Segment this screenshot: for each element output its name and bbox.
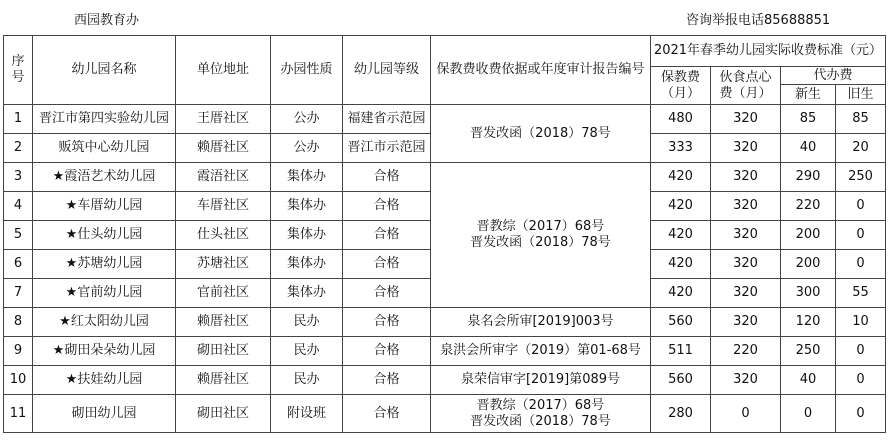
cell-meal: 320 bbox=[711, 221, 781, 250]
cell-no: 5 bbox=[4, 221, 33, 250]
cell-meal: 320 bbox=[711, 308, 781, 337]
cell-basis: 晋发改函（2018）78号 bbox=[431, 105, 651, 163]
cell-nature: 集体办 bbox=[271, 221, 343, 250]
header-old: 旧生 bbox=[836, 85, 886, 105]
cell-meal: 320 bbox=[711, 366, 781, 395]
cell-address: 苏塘社区 bbox=[176, 250, 271, 279]
cell-no: 3 bbox=[4, 163, 33, 192]
basis-line-1: 晋教综（2017）68号 bbox=[476, 397, 605, 413]
cell-nature: 集体办 bbox=[271, 279, 343, 308]
cell-new: 300 bbox=[781, 279, 836, 308]
cell-meal: 320 bbox=[711, 279, 781, 308]
cell-basis-group bbox=[431, 395, 651, 433]
cell-grade: 合格 bbox=[343, 163, 431, 192]
cell-new: 40 bbox=[781, 134, 836, 163]
cell-no: 10 bbox=[4, 366, 33, 395]
table-row bbox=[4, 337, 886, 366]
cell-old: 0 bbox=[836, 250, 886, 279]
table-row bbox=[4, 163, 886, 192]
table-row bbox=[4, 366, 886, 395]
cell-meal: 220 bbox=[711, 337, 781, 366]
cell-name: ★霞浯艺术幼儿园 bbox=[33, 163, 176, 192]
cell-no: 7 bbox=[4, 279, 33, 308]
cell-no: 11 bbox=[4, 395, 33, 433]
cell-name: ★仕头幼儿园 bbox=[33, 221, 176, 250]
header-grade: 幼儿园等级 bbox=[343, 36, 431, 105]
cell-old: 10 bbox=[836, 308, 886, 337]
cell-address: 霞浯社区 bbox=[176, 163, 271, 192]
cell-grade: 福建省示范园 bbox=[343, 105, 431, 134]
cell-name: ★苏塘幼儿园 bbox=[33, 250, 176, 279]
cell-old: 0 bbox=[836, 395, 886, 433]
cell-new: 85 bbox=[781, 105, 836, 134]
cell-new: 120 bbox=[781, 308, 836, 337]
cell-name: ★扶娃幼儿园 bbox=[33, 366, 176, 395]
cell-meal: 320 bbox=[711, 105, 781, 134]
cell-old: 55 bbox=[836, 279, 886, 308]
cell-address: 车厝社区 bbox=[176, 192, 271, 221]
cell-tuition: 420 bbox=[651, 163, 711, 192]
cell-nature: 公办 bbox=[271, 134, 343, 163]
cell-name: 晋江市第四实验幼儿园 bbox=[33, 105, 176, 134]
cell-grade: 合格 bbox=[343, 366, 431, 395]
cell-grade: 合格 bbox=[343, 221, 431, 250]
basis-line-2: 晋发改函（2018）78号 bbox=[470, 235, 611, 250]
cell-meal: 320 bbox=[711, 163, 781, 192]
cell-no: 4 bbox=[4, 192, 33, 221]
cell-new: 40 bbox=[781, 366, 836, 395]
cell-new: 200 bbox=[781, 250, 836, 279]
cell-name: 贩筑中心幼儿园 bbox=[33, 134, 176, 163]
cell-nature: 公办 bbox=[271, 105, 343, 134]
header-agency: 代办费 bbox=[781, 67, 886, 85]
header-tuition: 保教费（月） bbox=[651, 67, 711, 105]
cell-grade: 合格 bbox=[343, 250, 431, 279]
basis-line-1: 晋教综（2017）68号 bbox=[476, 219, 605, 234]
cell-meal: 0 bbox=[711, 395, 781, 433]
header-new: 新生 bbox=[781, 85, 836, 105]
header-meal: 伙食点心费（月） bbox=[711, 67, 781, 105]
cell-basis-group bbox=[431, 163, 651, 308]
cell-no: 1 bbox=[4, 105, 33, 134]
cell-grade: 晋江市示范园 bbox=[343, 134, 431, 163]
cell-name: ★砌田朵朵幼儿园 bbox=[33, 337, 176, 366]
top-bar bbox=[0, 0, 888, 34]
cell-basis: 泉洪会所审字（2019）第01-68号 bbox=[431, 337, 651, 366]
cell-nature: 集体办 bbox=[271, 250, 343, 279]
cell-old: 0 bbox=[836, 337, 886, 366]
cell-address: 赖厝社区 bbox=[176, 308, 271, 337]
cell-name: ★车厝幼儿园 bbox=[33, 192, 176, 221]
cell-meal: 320 bbox=[711, 192, 781, 221]
cell-tuition: 560 bbox=[651, 308, 711, 337]
cell-address: 官前社区 bbox=[176, 279, 271, 308]
header-index: 序 号 bbox=[4, 36, 33, 105]
cell-no: 2 bbox=[4, 134, 33, 163]
cell-name: ★红太阳幼儿园 bbox=[33, 308, 176, 337]
cell-address: 赖厝社区 bbox=[176, 134, 271, 163]
cell-nature: 集体办 bbox=[271, 192, 343, 221]
cell-basis: 泉名会所审[2019]003号 bbox=[431, 308, 651, 337]
header-nature: 办园性质 bbox=[271, 36, 343, 105]
cell-tuition: 280 bbox=[651, 395, 711, 433]
cell-new: 220 bbox=[781, 192, 836, 221]
hotline: 咨询举报电话85688851 bbox=[686, 13, 831, 28]
cell-nature: 附设班 bbox=[271, 395, 343, 433]
cell-tuition: 480 bbox=[651, 105, 711, 134]
cell-tuition: 420 bbox=[651, 221, 711, 250]
header-basis: 保教费收费依据或年度审计报告编号 bbox=[431, 36, 651, 105]
org-name: 西园教育办 bbox=[74, 13, 140, 28]
table-row bbox=[4, 395, 886, 433]
cell-no: 6 bbox=[4, 250, 33, 279]
cell-old: 0 bbox=[836, 221, 886, 250]
cell-old: 20 bbox=[836, 134, 886, 163]
cell-old: 0 bbox=[836, 192, 886, 221]
cell-address: 砌田社区 bbox=[176, 337, 271, 366]
cell-address: 赖厝社区 bbox=[176, 366, 271, 395]
table-row bbox=[4, 105, 886, 134]
cell-new: 0 bbox=[781, 395, 836, 433]
cell-nature: 集体办 bbox=[271, 163, 343, 192]
fee-table bbox=[3, 35, 886, 433]
cell-address: 王厝社区 bbox=[176, 105, 271, 134]
cell-tuition: 420 bbox=[651, 192, 711, 221]
cell-grade: 合格 bbox=[343, 192, 431, 221]
cell-address: 仕头社区 bbox=[176, 221, 271, 250]
cell-nature: 民办 bbox=[271, 308, 343, 337]
cell-tuition: 420 bbox=[651, 279, 711, 308]
cell-tuition: 560 bbox=[651, 366, 711, 395]
cell-grade: 合格 bbox=[343, 308, 431, 337]
basis-line-2: 晋发改函（2018）78号 bbox=[470, 413, 611, 429]
cell-meal: 320 bbox=[711, 250, 781, 279]
cell-meal: 320 bbox=[711, 134, 781, 163]
cell-nature: 民办 bbox=[271, 337, 343, 366]
header-standard: 2021年春季幼儿园实际收费标准（元） bbox=[651, 36, 886, 67]
cell-grade: 合格 bbox=[343, 395, 431, 433]
cell-old: 250 bbox=[836, 163, 886, 192]
cell-old: 0 bbox=[836, 366, 886, 395]
cell-no: 8 bbox=[4, 308, 33, 337]
cell-new: 290 bbox=[781, 163, 836, 192]
cell-name: 砌田幼儿园 bbox=[33, 395, 176, 433]
cell-grade: 合格 bbox=[343, 337, 431, 366]
header-name: 幼儿园名称 bbox=[33, 36, 176, 105]
cell-address: 砌田社区 bbox=[176, 395, 271, 433]
cell-old: 85 bbox=[836, 105, 886, 134]
cell-basis: 泉荣信审字[2019]第089号 bbox=[431, 366, 651, 395]
cell-nature: 民办 bbox=[271, 366, 343, 395]
cell-tuition: 511 bbox=[651, 337, 711, 366]
table-row bbox=[4, 308, 886, 337]
cell-new: 200 bbox=[781, 221, 836, 250]
cell-tuition: 420 bbox=[651, 250, 711, 279]
cell-grade: 合格 bbox=[343, 279, 431, 308]
cell-new: 250 bbox=[781, 337, 836, 366]
cell-tuition: 333 bbox=[651, 134, 711, 163]
cell-name: ★官前幼儿园 bbox=[33, 279, 176, 308]
cell-no: 9 bbox=[4, 337, 33, 366]
header-address: 单位地址 bbox=[176, 36, 271, 105]
